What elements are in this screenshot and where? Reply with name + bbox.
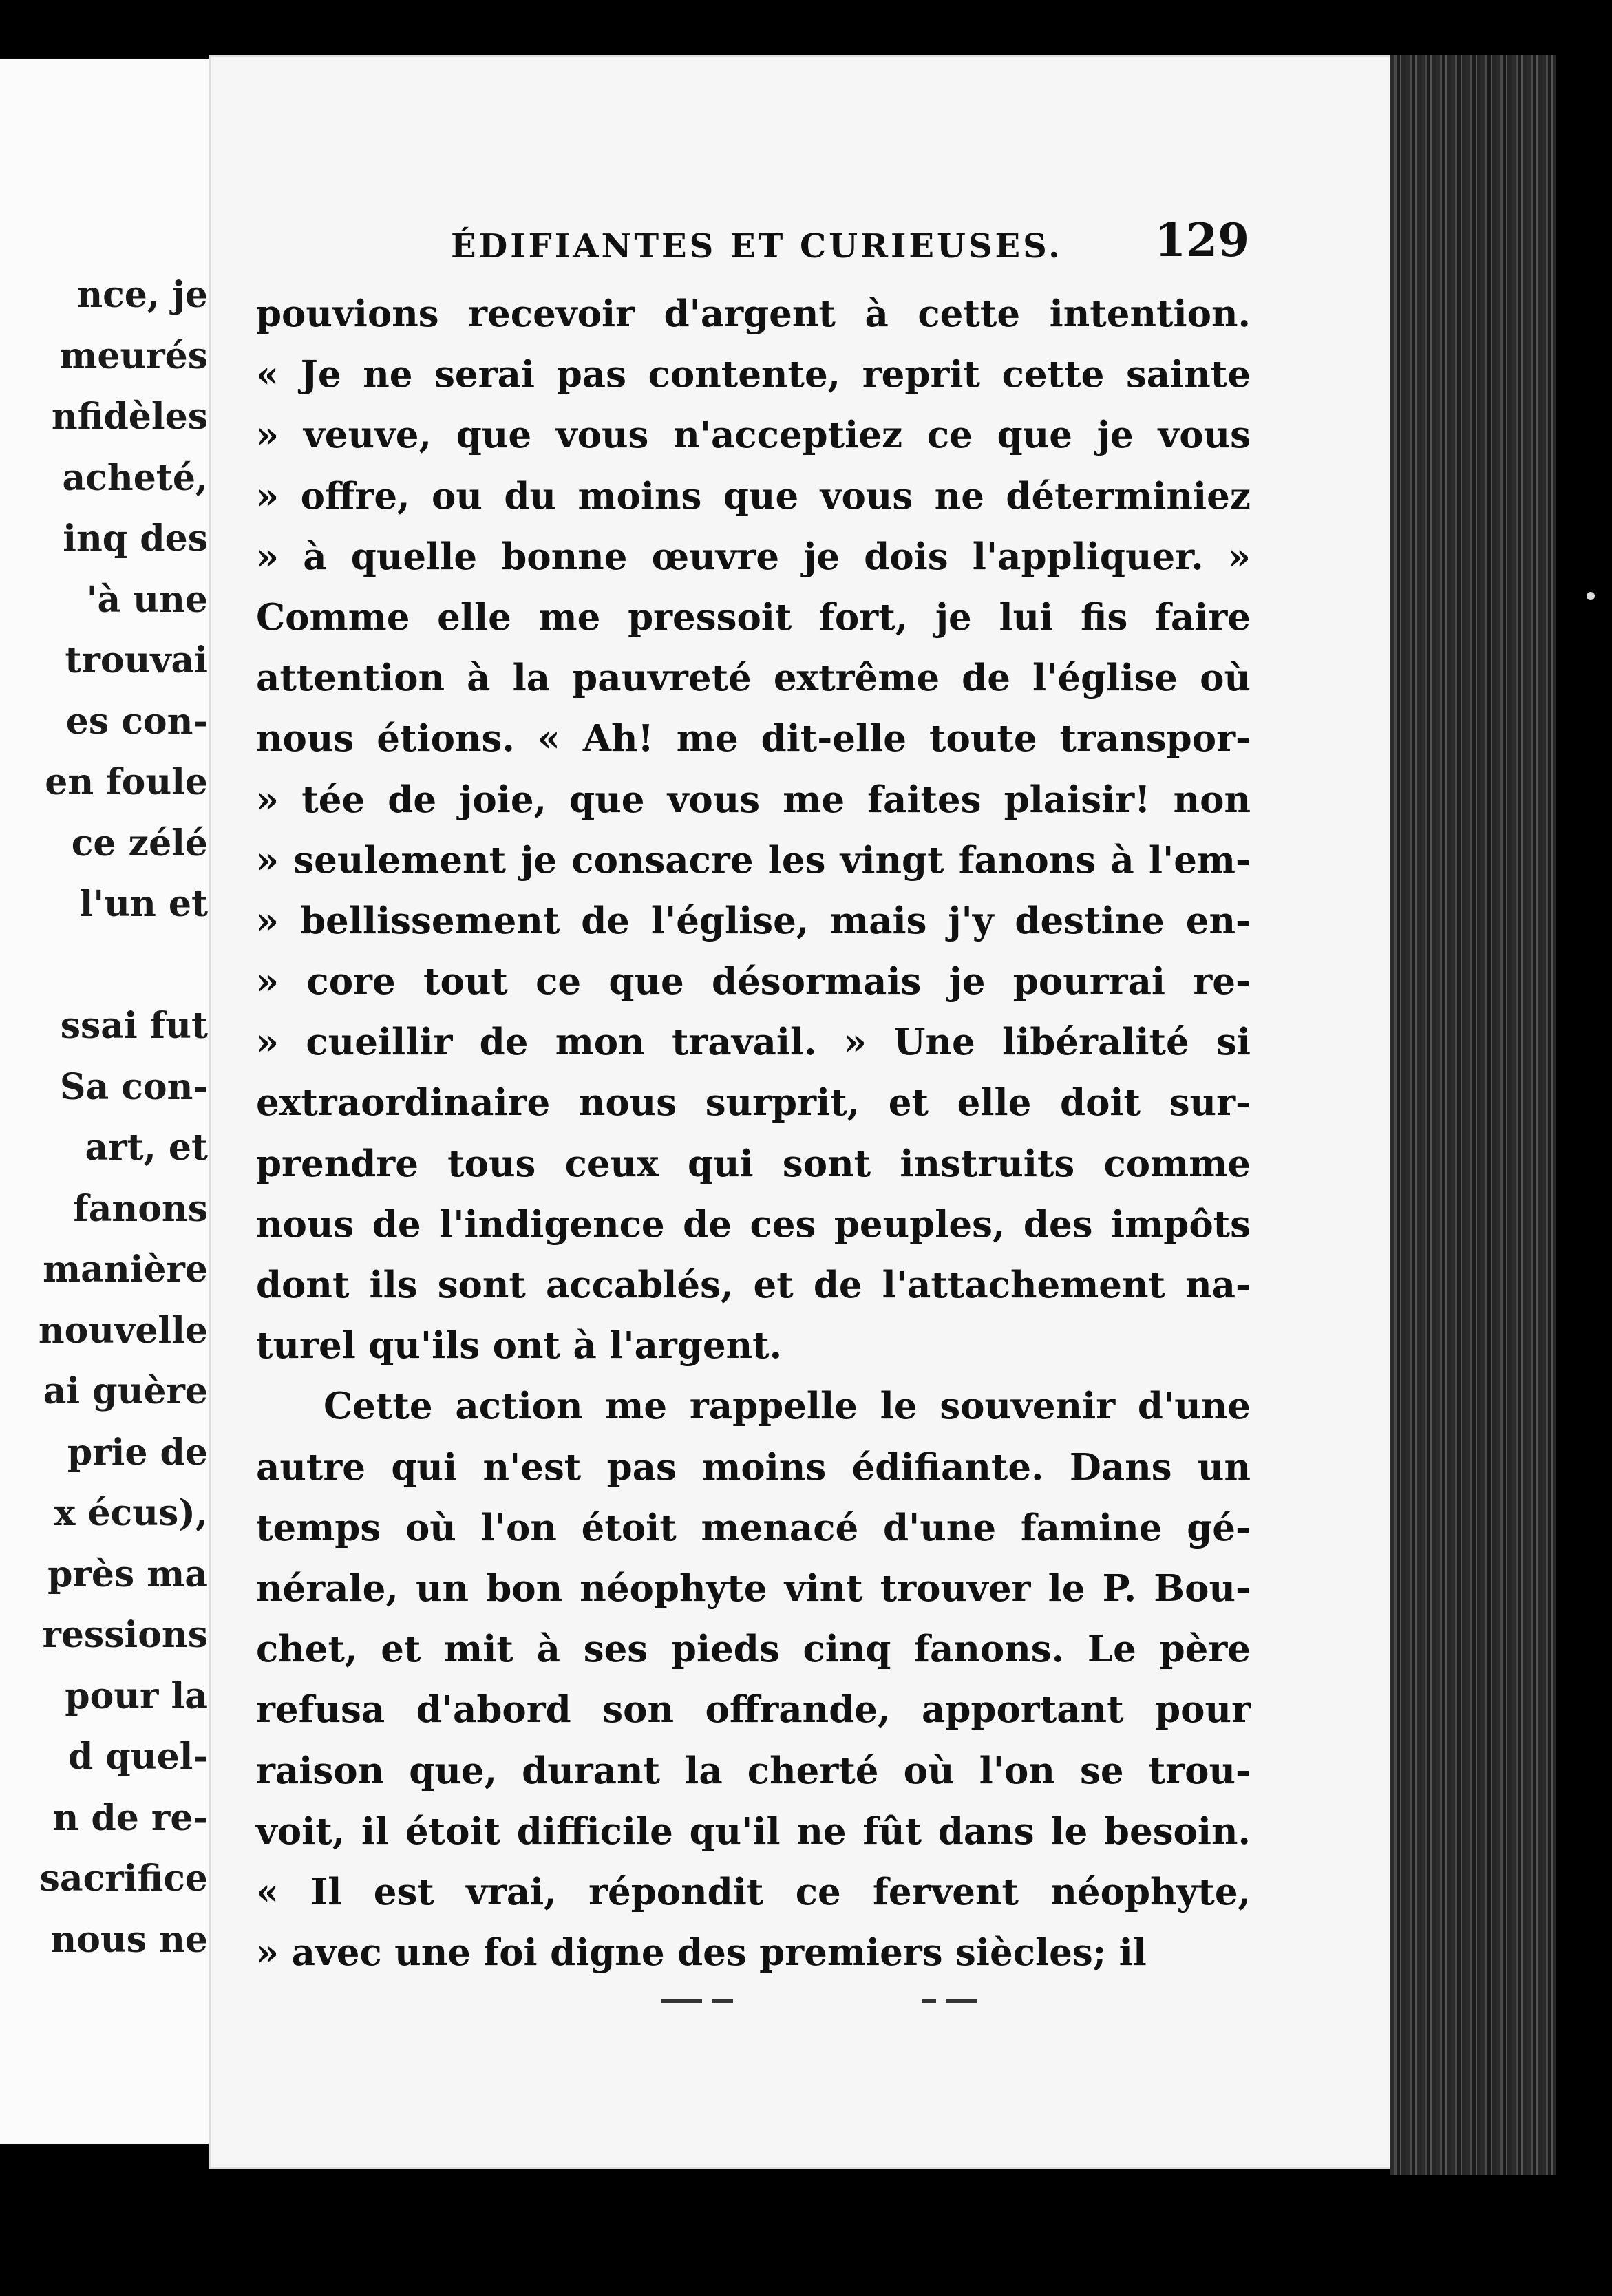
text-line: » seulement je consacre les vingt fanons à l'em- bbox=[256, 838, 1251, 882]
text-line: Cette action me rappelle le souvenir d'une bbox=[324, 1385, 1251, 1428]
left-page-line: nfidèles bbox=[51, 396, 208, 438]
left-page-line: sacrifice bbox=[39, 1858, 208, 1900]
text-line: attention à la pauvreté extrême de l'église où bbox=[256, 657, 1251, 700]
running-head: ÉDIFIANTES ET CURIEUSES. bbox=[451, 227, 1063, 266]
text-line: autre qui n'est pas moins édifiante. Dans un bbox=[256, 1445, 1251, 1489]
left-page-line: près ma bbox=[47, 1553, 208, 1595]
text-line: nérale, un bon néophyte vint trouver le P. Bou- bbox=[256, 1566, 1251, 1610]
catchword-marks bbox=[661, 1992, 1046, 2013]
text-line: raison que, durant la cherté où l'on se trou- bbox=[256, 1749, 1251, 1792]
left-page-line: acheté, bbox=[62, 456, 208, 499]
text-line: Comme elle me pressoit fort, je lui fis faire bbox=[256, 595, 1251, 639]
left-page-line: prie de bbox=[67, 1431, 208, 1474]
left-page-line: n de re- bbox=[52, 1796, 208, 1839]
left-page-line: inq des bbox=[63, 518, 208, 560]
text-line: nous de l'indigence de ces peuples, des impôts bbox=[256, 1202, 1251, 1246]
text-line: refusa d'abord son offrande, apportant pour bbox=[256, 1688, 1251, 1732]
text-line: nous étions. « Ah! me dit-elle toute transpor- bbox=[256, 717, 1251, 761]
left-page-line: ce zélé bbox=[71, 822, 208, 864]
text-line: extraordinaire nous surprit, et elle doit sur- bbox=[256, 1081, 1251, 1125]
left-page-line: ai guère bbox=[43, 1370, 208, 1412]
left-page-line: en foule bbox=[45, 761, 208, 803]
left-page-line: es con- bbox=[65, 700, 208, 743]
text-line: turel qu'ils ont à l'argent. bbox=[256, 1324, 783, 1368]
page-edge bbox=[1390, 55, 1556, 2175]
text-line: voit, il étoit difficile qu'il ne fût dans le besoin. bbox=[256, 1809, 1251, 1853]
text-line: « Je ne serai pas contente, reprit cette sainte bbox=[256, 353, 1251, 396]
left-page-line: x écus), bbox=[54, 1492, 208, 1534]
left-page-text bbox=[0, 265, 208, 1970]
left-page-line: pour la bbox=[65, 1675, 208, 1717]
left-page bbox=[0, 59, 219, 2144]
text-line: chet, et mit à ses pieds cinq fanons. Le père bbox=[256, 1628, 1251, 1671]
text-line: temps où l'on étoit menacé d'une famine gé- bbox=[256, 1506, 1251, 1549]
left-page-line: Sa con- bbox=[59, 1065, 208, 1108]
text-line: » bellissement de l'église, mais j'y destine en- bbox=[256, 899, 1251, 942]
text-line: pouvions recevoir d'argent à cette intention. bbox=[256, 293, 1251, 335]
left-page-line: d quel- bbox=[67, 1736, 208, 1778]
text-line: » core tout ce que désormais je pourrai re- bbox=[256, 960, 1251, 1003]
page-header bbox=[451, 213, 1249, 268]
page-number: 129 bbox=[1154, 213, 1249, 267]
text-line: » offre, ou du moins que vous ne déterminiez bbox=[256, 474, 1251, 518]
body-text bbox=[256, 284, 1251, 1983]
left-page-line: 'à une bbox=[86, 578, 208, 621]
left-page-line: meurés bbox=[59, 334, 208, 377]
text-line: » veuve, que vous n'acceptiez ce que je vous bbox=[256, 414, 1251, 457]
left-page-line: ressions bbox=[42, 1614, 208, 1656]
text-line: » tée de joie, que vous me faites plaisir! non bbox=[256, 778, 1251, 821]
scan-speck bbox=[1587, 592, 1595, 600]
text-line: « Il est vrai, répondit ce fervent néophyte, bbox=[256, 1870, 1251, 1913]
left-page-line: ssai fut bbox=[60, 1005, 208, 1047]
left-page-line bbox=[0, 935, 208, 997]
left-page-line: art, et bbox=[85, 1127, 208, 1169]
text-line: dont ils sont accablés, et de l'attachement na- bbox=[256, 1264, 1251, 1306]
text-line: » à quelle bonne œuvre je dois l'appliquer. » bbox=[256, 535, 1251, 578]
left-page-line: fanons bbox=[73, 1187, 208, 1230]
left-page-line: manière bbox=[43, 1248, 208, 1290]
text-line: » cueillir de mon travail. » Une libéralité si bbox=[256, 1021, 1251, 1064]
left-page-line: nce, je bbox=[76, 274, 208, 316]
left-page-line: nouvelle bbox=[38, 1309, 208, 1352]
left-page-line: l'un et bbox=[79, 883, 208, 925]
text-line: prendre tous ceux qui sont instruits comme bbox=[256, 1142, 1251, 1185]
text-line: » avec une foi digne des premiers siècles; il bbox=[256, 1931, 1147, 1975]
left-page-line: nous ne bbox=[50, 1918, 208, 1961]
left-page-line: trouvai bbox=[65, 639, 208, 681]
